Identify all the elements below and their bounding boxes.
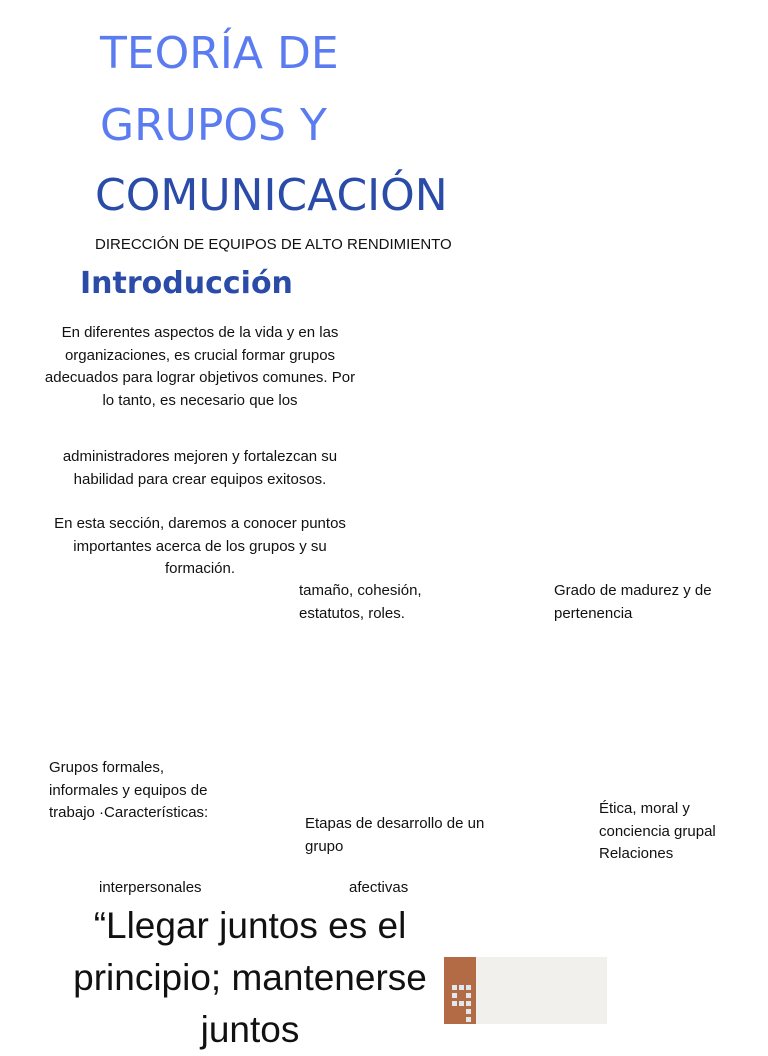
tile-shape (459, 985, 464, 990)
intro-paragraph-1: En diferentes aspectos de la vida y en las organizaciones, es crucial formar grupos adecuados para lograr objetivos comunes. Por lo tanto, es necesario que los (44, 324, 356, 409)
corkboard-image (444, 957, 476, 1024)
maturity-label: Grado de madurez y de pertenencia (554, 582, 712, 622)
tile-shape (452, 985, 457, 990)
intro-heading: Introducción (80, 266, 293, 301)
formal-groups-label: Grupos formales, informales y equipos de trabajo ·Características: (49, 759, 209, 821)
subtitle: DIRECCIÓN DE EQUIPOS DE ALTO RENDIMIENTO (95, 236, 452, 253)
ethics-label: Ética, moral y conciencia grupal Relaciones (599, 800, 716, 862)
title-line-3: COMUNICACIÓN (95, 170, 448, 221)
tile-shape (466, 1009, 471, 1014)
development-stages-label: Etapas de desarrollo de un grupo (305, 815, 485, 855)
intro-paragraph-3: En esta sección, daremos a conocer puntos importantes acerca de los grupos y su formación. (54, 515, 346, 577)
title-line-1: TEORÍA DE (100, 28, 339, 79)
tile-shape (452, 1001, 457, 1006)
quote-text: “Llegar juntos es el principio; mantenerse juntos (73, 905, 427, 1050)
tile-shape (452, 993, 457, 998)
team-photo (444, 957, 607, 1024)
tile-shape (466, 985, 471, 990)
affective-label: afectivas (349, 879, 409, 896)
size-cohesion-label: tamaño, cohesión, estatutos, roles. (299, 582, 422, 622)
interpersonal-label: interpersonales (99, 879, 202, 896)
tile-shape (466, 993, 471, 998)
intro-paragraph-2: administradores mejoren y fortalezcan su habilidad para crear equipos exitosos. (62, 448, 338, 488)
tile-shape (459, 1001, 464, 1006)
tile-shape (466, 1017, 471, 1022)
title-line-2: GRUPOS Y (100, 100, 327, 151)
tile-shape (466, 1001, 471, 1006)
